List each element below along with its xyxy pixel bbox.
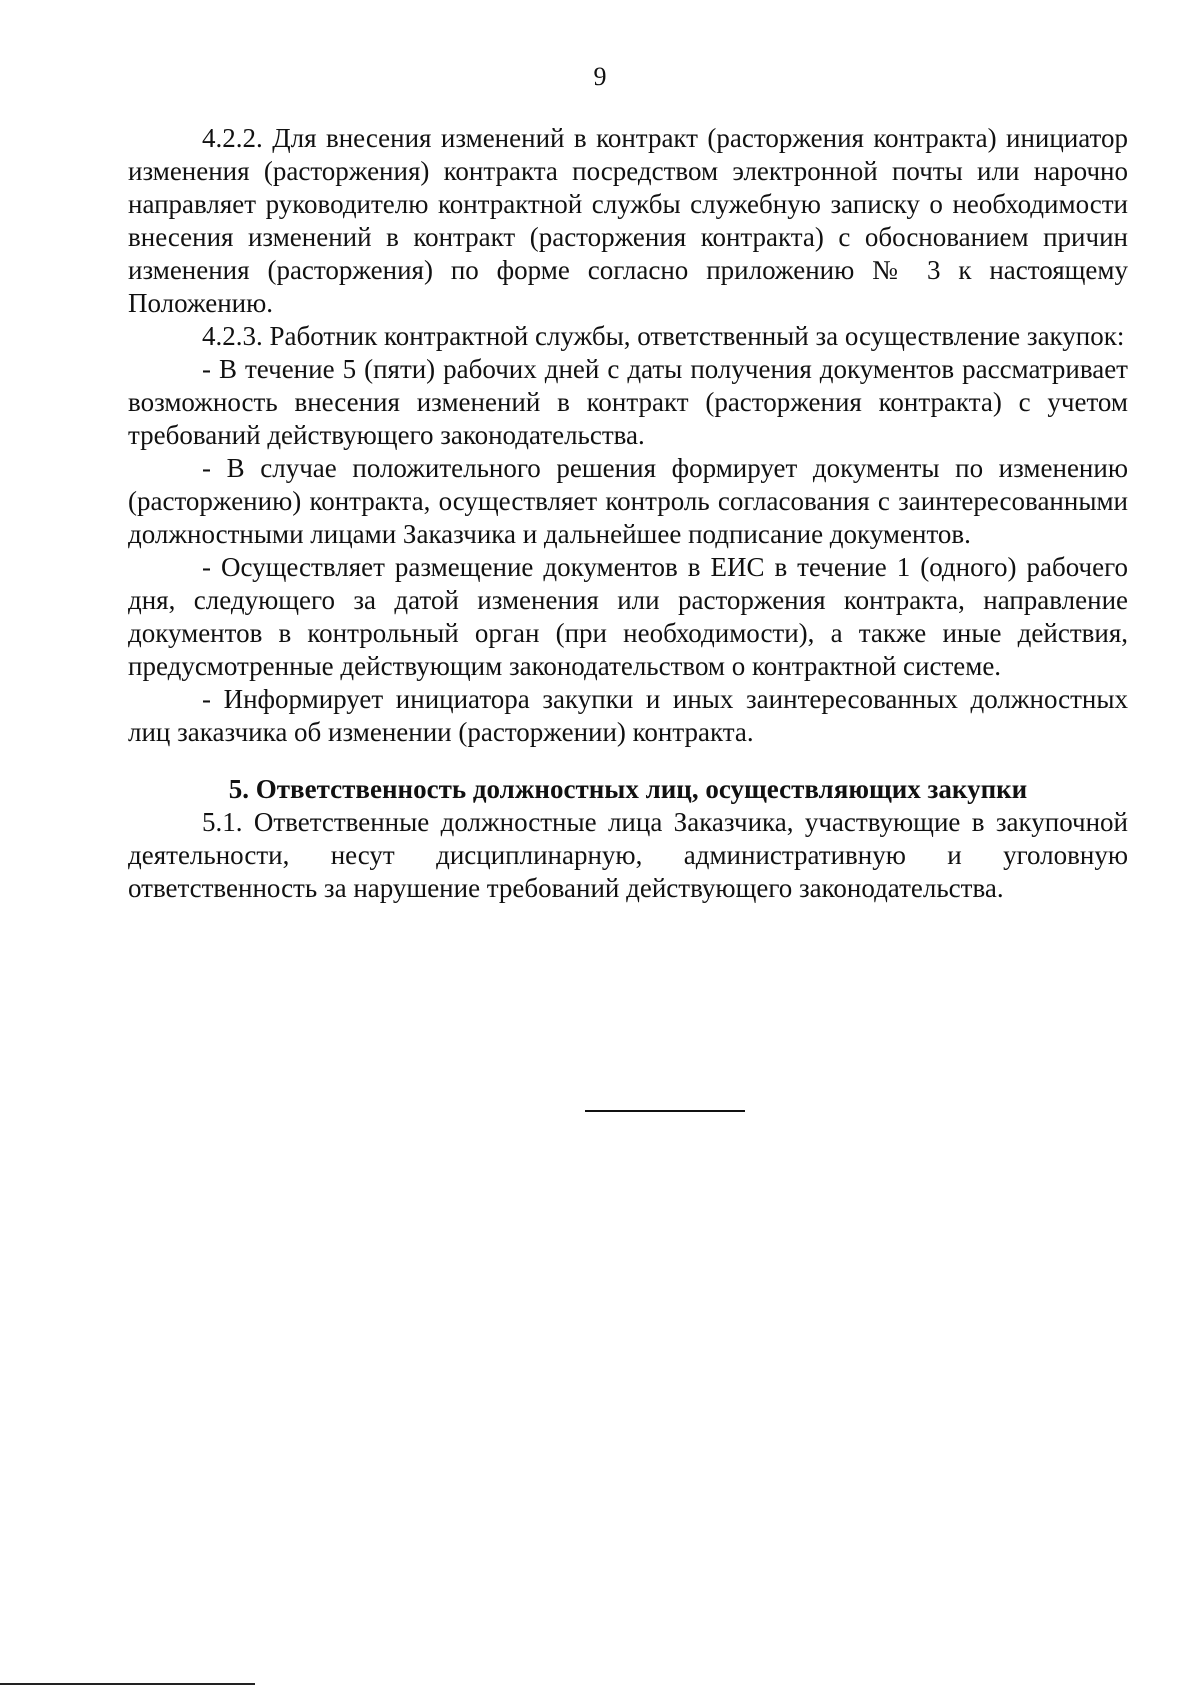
list-item-form-documents: - В случае положительного решения формирует документы по изменению (расторжению) контракта, осуществляет контроль согласования с заинтересованными должностными лицами Заказчика и дальнейшее подписание документов. [128, 453, 1128, 549]
list-item-eis-publication: - Осуществляет размещение документов в ЕИС в течение 1 (одного) рабочего дня, следующего за датой изменения или расторжения контракта, направление документов в контрольный орган (при необходимости), а также иные действия, предусмотренные действующим законодательством о контрактной системе. [128, 552, 1128, 681]
list-item-inform-initiator: - Информирует инициатора закупки и иных заинтересованных должностных лиц заказчика об изменении (расторжении) контракта. [128, 684, 1128, 747]
paragraph-4-2-2: 4.2.2. Для внесения изменений в контракт (расторжения контракта) инициатор изменения (расторжения) контракта посредством электронной почты или нарочно направляет руководителю контрактной службы служебную записку о необходимости внесения изменений в контракт (расторжения контракта) с обоснованием причин изменения (расторжения) по форме согласно приложению № 3 к настоящему Положению. [128, 123, 1128, 318]
paragraph-5-1: 5.1. Ответственные должностные лица Заказчика, участвующие в закупочной деятельности, несут дисциплинарную, административную и уголовную ответственность за нарушение требований действующего законодательства. [128, 807, 1128, 903]
page-number: 9 [593, 62, 607, 91]
scan-edge-line [0, 1683, 255, 1685]
document-body [128, 122, 1128, 905]
list-item-review-period: - В течение 5 (пяти) рабочих дней с даты получения документов рассматривает возможность внесения изменений в контракт (расторжения контракта) с учетом требований действующего законодательства. [128, 354, 1128, 450]
end-of-text-rule [585, 1110, 745, 1112]
paragraph-4-2-3: 4.2.3. Работник контрактной службы, ответственный за осуществление закупок: [202, 321, 1125, 351]
section-5-heading: 5. Ответственность должностных лиц, осуществляющих закупки [228, 774, 1028, 804]
